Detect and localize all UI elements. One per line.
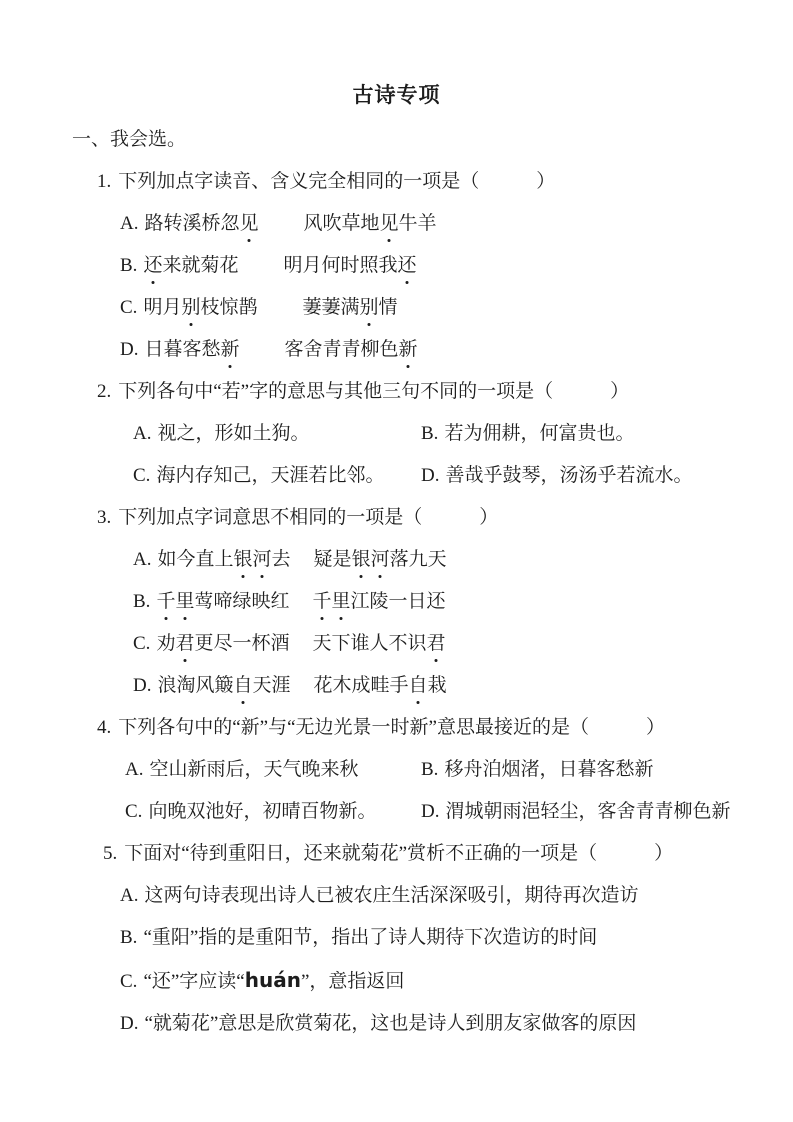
option-label: C.	[120, 297, 138, 318]
question-4	[0, 707, 793, 833]
question-4-options-row-2	[125, 791, 793, 833]
question-4-option-d	[421, 791, 731, 833]
question-2-option-d	[421, 455, 693, 497]
option-text: 这两句诗表现出诗人已被农庄生活深深吸引，期待再次造访	[144, 885, 639, 906]
option-label: D.	[421, 801, 440, 822]
option-text: “重阳”指的是重阳节，指出了诗人期待下次造访的时间	[143, 927, 598, 948]
question-5-option-b	[120, 917, 793, 959]
question-3-option-b	[133, 581, 793, 623]
emphasized-char: 千	[312, 581, 331, 623]
question-1-option-c	[120, 287, 793, 329]
document-body	[0, 119, 793, 1045]
emphasized-char: 见	[380, 203, 399, 245]
emphasized-char: 千	[156, 581, 175, 623]
option-label: D.	[120, 1013, 139, 1034]
option-text: 海内存知己，天涯若比邻。	[156, 465, 385, 486]
option-label: A.	[120, 885, 139, 906]
option-text: 善哉乎鼓琴，汤汤乎若流水。	[445, 465, 693, 486]
option-phrase: 客舍青青柳色新	[285, 339, 418, 360]
question-4-option-c	[125, 791, 421, 833]
question-number: 4.	[97, 717, 112, 738]
question-stem-text: 下列加点字读音、含义完全相同的一项是（ ）	[118, 171, 556, 192]
option-phrase: 花木成畦手自栽	[314, 675, 447, 696]
question-3-option-c	[133, 623, 793, 665]
option-label: D.	[421, 465, 440, 486]
question-5-option-c	[120, 959, 793, 1003]
option-label: C.	[120, 971, 138, 992]
page-title: 古诗专项	[352, 83, 441, 107]
option-label: A.	[133, 549, 152, 570]
question-1	[0, 161, 793, 371]
option-text: 渭城朝雨浥轻尘，客舍青青柳色新	[445, 801, 731, 822]
emphasized-char: 自	[409, 665, 428, 707]
question-2	[0, 371, 793, 497]
option-label: A.	[133, 423, 152, 444]
question-5	[0, 833, 793, 1045]
emphasized-char: 新	[399, 329, 418, 371]
option-label: B.	[120, 255, 138, 276]
question-2-stem	[97, 371, 793, 413]
emphasized-char: 河	[253, 539, 272, 581]
option-label: C.	[125, 801, 143, 822]
question-4-stem	[97, 707, 793, 749]
option-label: A.	[120, 213, 139, 234]
question-3-option-a	[133, 539, 793, 581]
emphasized-char: 别	[181, 287, 200, 329]
option-phrase: 明月何时照我还	[283, 255, 416, 276]
option-text: 空山新雨后，天气晚来秋	[149, 759, 359, 780]
emphasized-char: 银	[352, 539, 371, 581]
option-phrase: 路转溪桥忽见	[144, 213, 258, 234]
option-phrase: 天下谁人不识君	[312, 633, 445, 654]
option-text: 向晚双池好，初晴百物新。	[148, 801, 377, 822]
emphasized-char: 自	[234, 665, 253, 707]
option-label: B.	[120, 927, 138, 948]
option-text: 移舟泊烟渚，日暮客愁新	[444, 759, 654, 780]
emphasized-char: 别	[360, 287, 379, 329]
emphasized-char: 还	[397, 245, 416, 287]
question-stem-text: 下面对“待到重阳日，还来就菊花”赏析不正确的一项是（ ）	[124, 843, 674, 864]
question-4-option-b	[421, 749, 653, 791]
option-label: C.	[133, 633, 151, 654]
question-3	[0, 497, 793, 707]
question-2-option-c	[133, 455, 421, 497]
question-1-stem	[97, 161, 793, 203]
question-3-option-d	[133, 665, 793, 707]
option-text: 若为佣耕，何富贵也。	[444, 423, 635, 444]
section-heading: 一、我会选。	[72, 129, 187, 150]
option-phrase: 千里江陵一日还	[312, 591, 445, 612]
question-stem-text: 下列加点字词意思不相同的一项是（ ）	[118, 507, 499, 528]
option-label: B.	[133, 591, 151, 612]
option-label: D.	[133, 675, 152, 696]
option-phrase: 萋萋满别情	[302, 297, 397, 318]
question-number: 5.	[103, 843, 118, 864]
question-number: 1.	[97, 171, 112, 192]
emphasized-char: 君	[175, 623, 194, 665]
question-2-options-row-2	[133, 455, 793, 497]
option-phrase: 风吹草地见牛羊	[304, 213, 437, 234]
emphasized-char: 里	[175, 581, 194, 623]
question-2-option-b	[421, 413, 634, 455]
option-phrase: 疑是银河落九天	[314, 549, 447, 570]
option-text: “就菊花”意思是欣赏菊花，这也是诗人到朋友家做客的原因	[144, 1013, 637, 1034]
emphasized-char: 河	[371, 539, 390, 581]
emphasized-char: 新	[221, 329, 240, 371]
question-stem-text: 下列各句中“若”字的意思与其他三句不同的一项是（ ）	[118, 381, 630, 402]
question-3-stem	[97, 497, 793, 539]
question-4-options-row-1	[125, 749, 793, 791]
question-5-stem	[103, 833, 793, 875]
option-phrase: 明月别枝惊鹊	[143, 297, 257, 318]
option-phrase: 日暮客愁新	[144, 339, 239, 360]
pinyin-text: huán	[244, 968, 301, 992]
question-1-option-a	[120, 203, 793, 245]
question-5-option-d	[120, 1003, 793, 1045]
question-stem-text: 下列各句中的“新”与“无边光景一时新”意思最接近的是（ ）	[118, 717, 665, 738]
option-phrase: 千里莺啼绿映红	[156, 591, 289, 612]
question-1-option-d	[120, 329, 793, 371]
question-4-option-a	[125, 749, 421, 791]
question-number: 3.	[97, 507, 112, 528]
emphasized-char: 还	[143, 245, 162, 287]
question-number: 2.	[97, 381, 112, 402]
emphasized-char: 银	[234, 539, 253, 581]
option-text: “还”字应读“huán”，意指返回	[143, 968, 405, 992]
option-phrase: 还来就菊花	[143, 255, 238, 276]
option-label: D.	[120, 339, 139, 360]
emphasized-char: 君	[427, 623, 446, 665]
question-2-options-row-1	[133, 413, 793, 455]
option-phrase: 如今直上银河去	[157, 549, 290, 570]
question-1-option-b	[120, 245, 793, 287]
option-label: B.	[421, 423, 439, 444]
emphasized-char: 见	[240, 203, 259, 245]
option-phrase: 浪淘风簸自天涯	[157, 675, 290, 696]
option-phrase: 劝君更尽一杯酒	[156, 633, 289, 654]
emphasized-char: 里	[332, 581, 351, 623]
option-text: 视之，形如土狗。	[157, 423, 310, 444]
question-2-option-a	[133, 413, 421, 455]
question-5-option-a	[120, 875, 793, 917]
option-label: C.	[133, 465, 151, 486]
option-label: A.	[125, 759, 144, 780]
option-label: B.	[421, 759, 439, 780]
